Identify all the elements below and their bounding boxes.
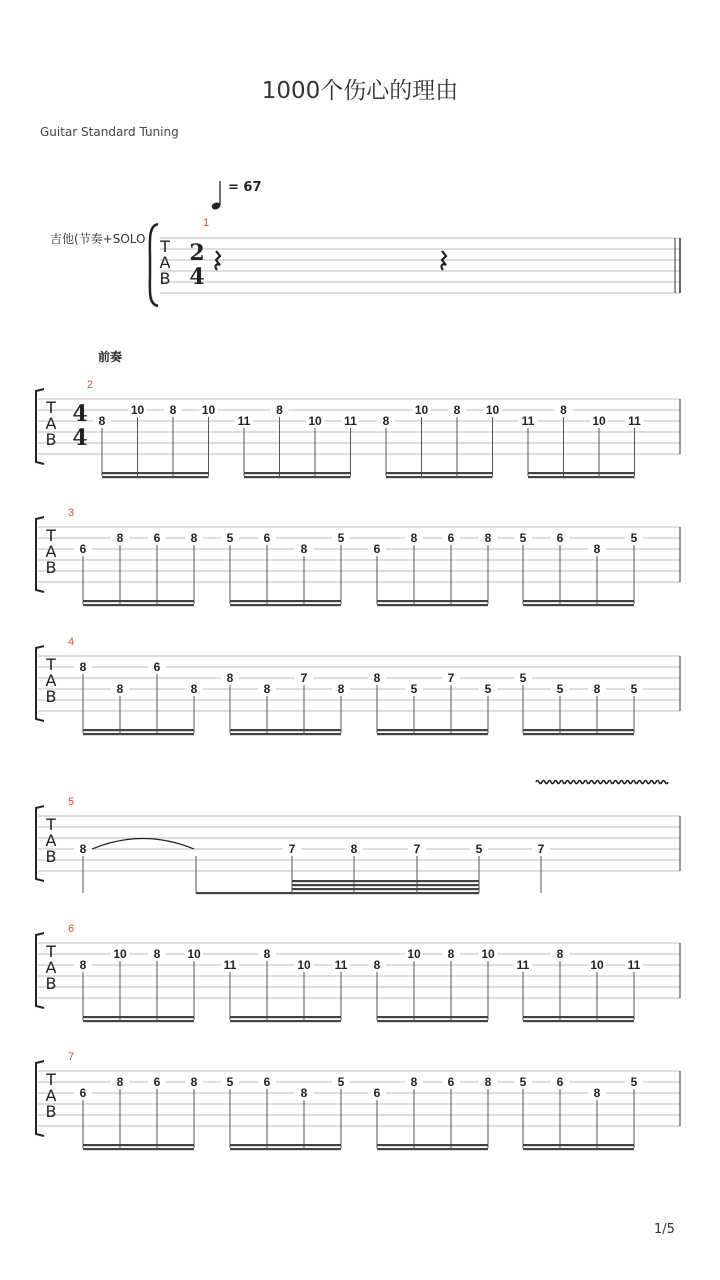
bar-number: 5	[67, 796, 75, 808]
fret-number: 6	[153, 1075, 161, 1089]
beam-secondary	[377, 604, 488, 606]
tab-letter-a: A	[45, 958, 57, 977]
fret-number: 6	[79, 1086, 87, 1100]
beam-primary	[523, 729, 634, 731]
beam-primary	[377, 600, 488, 602]
system-bracket	[36, 646, 44, 721]
fret-number: 7	[300, 671, 308, 685]
fret-number: 10	[201, 403, 216, 417]
fret-number: 5	[630, 1075, 638, 1089]
tab-letter-a: A	[159, 253, 171, 272]
fret-number: 7	[413, 842, 421, 856]
system-bracket	[36, 806, 44, 881]
tab-letter-b: B	[45, 847, 57, 866]
fret-number: 8	[484, 1075, 492, 1089]
fret-number: 5	[556, 682, 564, 696]
fret-number: 11	[334, 958, 348, 972]
beam-primary	[386, 472, 493, 474]
fret-number: 11	[628, 414, 641, 428]
fret-number: 6	[447, 531, 455, 545]
tab-letter-b: B	[45, 687, 57, 706]
fret-number: 5	[410, 682, 418, 696]
fret-number: 10	[130, 403, 145, 417]
fret-number: 8	[350, 842, 358, 856]
fret-number: 8	[593, 682, 601, 696]
fret-number: 8	[447, 947, 455, 961]
beam-primary	[377, 1144, 488, 1146]
fret-number: 10	[407, 947, 421, 961]
beam-primary	[528, 472, 635, 474]
tab-letter-b: B	[45, 1102, 57, 1121]
fret-number: 11	[237, 414, 251, 428]
quarter-note-icon	[211, 181, 222, 211]
fret-number: 5	[519, 531, 527, 545]
tab-letter-t: T	[46, 398, 56, 417]
bar-number: 6	[67, 923, 75, 935]
fret-number: 8	[169, 403, 177, 417]
fret-number: 5	[519, 1075, 527, 1089]
fret-number: 5	[337, 531, 345, 545]
fret-number: 8	[116, 531, 124, 545]
beam-primary	[523, 1144, 634, 1146]
beam-primary	[83, 729, 194, 731]
beam-primary	[230, 1144, 341, 1146]
fret-number: 6	[556, 1075, 564, 1089]
beam-secondary	[83, 733, 194, 735]
fret-number: 8	[556, 947, 564, 961]
tab-letter-t: T	[46, 815, 56, 834]
fret-number: 6	[153, 531, 161, 545]
beam-secondary	[230, 1020, 341, 1022]
bar-number: 2	[86, 379, 94, 391]
bar-number: 3	[67, 507, 75, 519]
fret-number: 8	[79, 842, 87, 856]
tab-letter-a: A	[45, 831, 57, 850]
tab-letter-b: B	[45, 974, 57, 993]
staff-system-1	[160, 238, 680, 293]
fret-number: 8	[337, 682, 345, 696]
beam-quaternary	[292, 892, 479, 894]
fret-number: 11	[223, 958, 237, 972]
beam-secondary	[523, 1148, 634, 1150]
time-signature-denominator: 4	[72, 425, 88, 451]
fret-number: 8	[263, 947, 271, 961]
vibrato-marking	[536, 781, 668, 784]
fret-number: 8	[116, 682, 124, 696]
fret-number: 11	[521, 414, 535, 428]
tab-letter-t: T	[160, 237, 170, 256]
tab-letter-b: B	[159, 269, 171, 288]
tab-letter-a: A	[45, 1086, 57, 1105]
beam-secondary	[292, 884, 479, 886]
beam-secondary	[377, 733, 488, 735]
fret-number: 8	[98, 414, 106, 428]
beam-secondary	[83, 1020, 194, 1022]
score-title: 1000个伤心的理由	[261, 78, 459, 104]
fret-number: 8	[276, 403, 283, 417]
fret-number: 8	[153, 947, 161, 961]
fret-number: 7	[537, 842, 545, 856]
fret-number: 6	[447, 1075, 455, 1089]
fret-number: 5	[226, 531, 234, 545]
time-signature-denominator: 4	[189, 264, 205, 290]
system-bracket	[36, 517, 44, 592]
beam-secondary	[102, 476, 209, 478]
tie-arc	[92, 839, 194, 850]
beam-secondary	[528, 476, 635, 478]
beam-secondary	[523, 733, 634, 735]
beam-secondary	[244, 476, 351, 478]
fret-number: 11	[516, 958, 530, 972]
fret-number: 6	[153, 660, 161, 674]
tab-letter-b: B	[45, 430, 57, 449]
beam-secondary	[377, 1020, 488, 1022]
bar-number: 7	[67, 1051, 75, 1063]
fret-number: 8	[373, 671, 381, 685]
fret-number: 10	[308, 414, 322, 428]
beam-secondary	[230, 604, 341, 606]
fret-number: 8	[410, 1075, 418, 1089]
tab-letter-a: A	[45, 414, 57, 433]
fret-number: 10	[187, 947, 201, 961]
beam-secondary	[230, 1148, 341, 1150]
tab-letter-a: A	[45, 671, 57, 690]
fret-number: 8	[593, 1086, 601, 1100]
tab-letter-t: T	[46, 942, 56, 961]
beam-primary	[102, 472, 209, 474]
fret-number: 6	[263, 531, 271, 545]
beam-primary	[230, 600, 341, 602]
tempo-marking: = 67	[228, 180, 262, 195]
fret-number: 8	[263, 682, 271, 696]
fret-number: 8	[79, 660, 87, 674]
fret-number: 11	[344, 414, 357, 428]
fret-number: 8	[300, 1086, 308, 1100]
fret-number: 8	[484, 531, 492, 545]
fret-number: 10	[485, 403, 500, 417]
fret-number: 8	[190, 531, 198, 545]
beam-secondary	[386, 476, 493, 478]
beam-primary	[83, 600, 194, 602]
bar-number: 1	[202, 217, 210, 229]
time-signature-numerator: 2	[189, 240, 205, 266]
system-bracket	[36, 933, 44, 1008]
tab-letter-t: T	[46, 1070, 56, 1089]
tab-letter-t: T	[46, 526, 56, 545]
beam-primary	[196, 892, 292, 894]
tuning-label: Guitar Standard Tuning	[40, 125, 179, 139]
system-bracket	[36, 1061, 44, 1136]
fret-number: 5	[337, 1075, 345, 1089]
beam-tertiary	[292, 888, 479, 890]
beam-primary	[83, 1016, 194, 1018]
page-number: 1/5	[654, 1222, 675, 1237]
fret-number: 8	[560, 403, 567, 417]
fret-number: 6	[373, 542, 381, 556]
staff-system-3	[38, 527, 680, 582]
staff-system-4	[38, 656, 680, 711]
fret-number: 8	[116, 1075, 124, 1089]
fret-number: 8	[453, 403, 461, 417]
fret-number: 8	[190, 1075, 198, 1089]
fret-number: 6	[79, 542, 87, 556]
staff-system-7	[38, 1071, 680, 1126]
system-brace	[150, 224, 158, 306]
fret-number: 5	[484, 682, 492, 696]
fret-number: 5	[630, 682, 638, 696]
fret-number: 8	[300, 542, 308, 556]
fret-number: 8	[593, 542, 601, 556]
section-label-intro: 前奏	[98, 350, 123, 364]
fret-number: 5	[519, 671, 527, 685]
time-signature-numerator: 4	[72, 401, 88, 427]
beam-primary	[292, 880, 479, 882]
beam-secondary	[230, 733, 341, 735]
fret-number: 8	[79, 958, 87, 972]
beam-secondary	[83, 1148, 194, 1150]
fret-number: 10	[481, 947, 495, 961]
beam-secondary	[523, 1020, 634, 1022]
beam-primary	[244, 472, 351, 474]
beam-secondary	[83, 604, 194, 606]
beam-primary	[230, 729, 341, 731]
fret-number: 10	[414, 403, 429, 417]
fret-number: 10	[592, 414, 606, 428]
fret-number: 8	[226, 671, 234, 685]
fret-number: 6	[556, 531, 564, 545]
fret-number: 11	[627, 958, 641, 972]
fret-number: 8	[373, 958, 381, 972]
tab-letter-t: T	[46, 655, 56, 674]
fret-number: 8	[190, 682, 198, 696]
tab-letter-b: B	[45, 558, 57, 577]
fret-number: 5	[226, 1075, 234, 1089]
fret-number: 5	[475, 842, 483, 856]
bar-number: 4	[67, 636, 75, 648]
staff-system-6	[38, 943, 680, 998]
fret-number: 8	[410, 531, 418, 545]
beam-primary	[230, 1016, 341, 1018]
system-bracket	[36, 389, 44, 464]
beam-primary	[377, 729, 488, 731]
fret-number: 7	[288, 842, 296, 856]
tab-letter-a: A	[45, 542, 57, 561]
fret-number: 7	[447, 671, 455, 685]
fret-number: 10	[297, 958, 311, 972]
instrument-name: 吉他(节奏+SOLO	[50, 232, 146, 246]
fret-number: 8	[382, 414, 390, 428]
beam-primary	[83, 1144, 194, 1146]
fret-number: 5	[630, 531, 638, 545]
fret-number: 6	[373, 1086, 381, 1100]
beam-primary	[523, 1016, 634, 1018]
beam-secondary	[377, 1148, 488, 1150]
beam-primary	[523, 600, 634, 602]
beam-secondary	[523, 604, 634, 606]
beam-primary	[377, 1016, 488, 1018]
fret-number: 10	[590, 958, 604, 972]
fret-number: 10	[113, 947, 127, 961]
fret-number: 6	[263, 1075, 271, 1089]
